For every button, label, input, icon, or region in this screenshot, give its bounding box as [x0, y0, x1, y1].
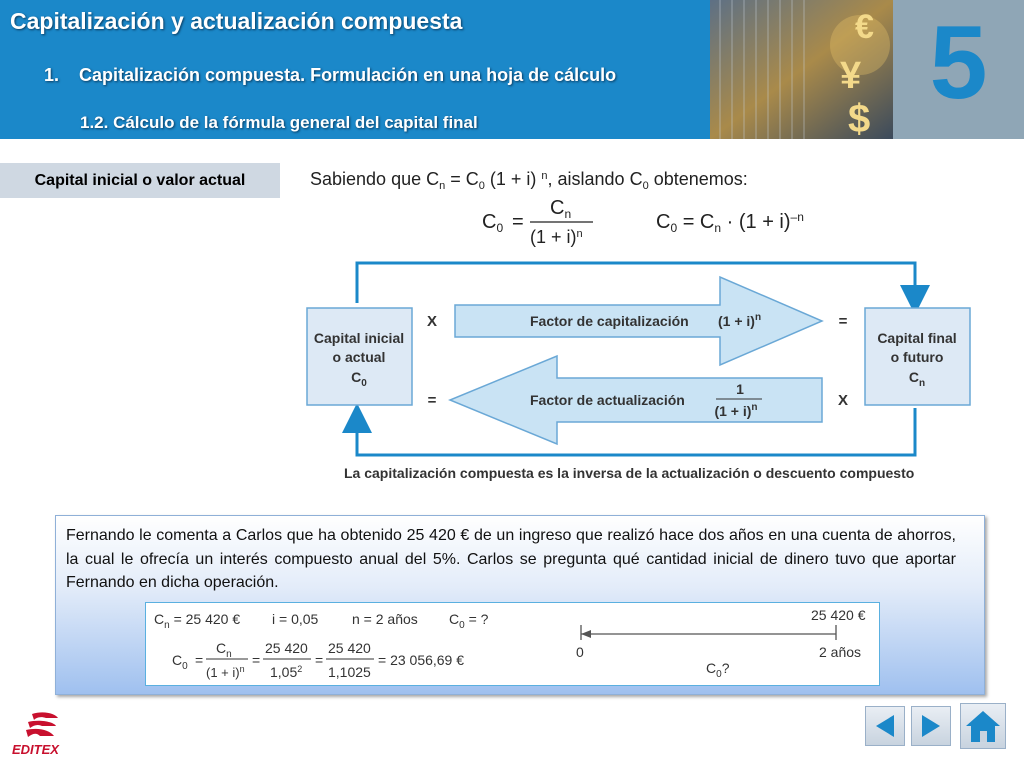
given-cn: $C_n = 25$ 420 € [154, 611, 241, 631]
next-button[interactable] [911, 706, 951, 746]
svg-text:Capital inicial: Capital inicial [313, 330, 405, 346]
svg-text:(1 + i)n: $(1 + i)^n$ [714, 402, 758, 419]
example-panel [55, 515, 985, 695]
svg-text:Cn: $C_n$ [216, 640, 232, 660]
euro-symbol: € [855, 8, 874, 46]
capitalization-label: Factor de capitalización [530, 313, 689, 329]
svg-text:=: = [512, 211, 524, 233]
operator-eq-right: = [838, 313, 848, 330]
calc-fraction-2 [263, 640, 311, 680]
calc-fraction-3 [326, 640, 374, 680]
svg-text:=: = [252, 652, 261, 668]
timeline-amount: 25 420 € [811, 607, 866, 623]
page-title: Capitalización y actualización compuesta [10, 8, 463, 34]
timeline-unknown: $C_0$? [706, 660, 730, 680]
prev-button[interactable] [865, 706, 905, 746]
formula-intro: Sabiendo que $C_n = C_0$ (1 + i) $^n$, aislando $C_0$ obtenemos: [310, 169, 748, 192]
section-heading [44, 65, 616, 86]
capitalization-factor: $(1 + i)^n$ [718, 312, 762, 329]
next-arrow-icon [912, 707, 950, 745]
svg-text:1: 1 [736, 381, 744, 397]
example-solution [145, 602, 880, 686]
svg-text:o actual: o actual [332, 349, 386, 365]
svg-text:C0: $C_0$ [482, 211, 504, 235]
svg-text:=: = [195, 652, 204, 668]
actualization-label: Factor de actualización [530, 392, 685, 408]
prev-arrow-icon [866, 707, 904, 745]
home-icon [961, 704, 1005, 748]
yen-symbol: ¥ [840, 55, 862, 97]
svg-text:25 420: 25 420 [265, 640, 308, 656]
timeline-end: 2 años [819, 644, 862, 660]
frame-top-line [357, 263, 915, 303]
svg-text:25 420: 25 420 [328, 640, 371, 656]
diagram-caption: La capitalización compuesta es la inversa de la actualización o descuento compuesto [344, 465, 915, 481]
currency-photo [710, 0, 893, 139]
unit-number: 5 [929, 5, 988, 121]
svg-text:(1 + i)n: $(1 + i)^n$ [206, 664, 245, 680]
svg-text:1,052: 1,05$^2$ [270, 664, 303, 680]
given-i: i = 0,05 [272, 611, 319, 627]
calc-c0: $C_0$ [172, 652, 188, 672]
formula-product: $C_0 = C_n \cdot (1 + i)^{-n}$ [656, 210, 804, 235]
section-label: Capital inicial o valor actual [0, 163, 280, 198]
svg-text:1,1025: 1,1025 [328, 664, 371, 680]
svg-text:EDITEX: EDITEX [12, 742, 59, 757]
given-n: n = 2 años [352, 611, 418, 627]
example-solution-drawing [146, 603, 879, 685]
section-number: 1. [44, 65, 60, 85]
svg-text:Cn: $C_n$ [550, 197, 572, 221]
operator-x-left: X [426, 313, 438, 330]
subsection-heading: 1.2. Cálculo de la fórmula general del capital final [80, 113, 478, 132]
dollar-symbol: $ [848, 97, 871, 139]
operator-eq-left: = [427, 392, 437, 409]
calc-fraction-1 [206, 640, 248, 680]
formula-fraction [482, 197, 593, 247]
operator-x-right: X [837, 392, 849, 409]
calc-result: = 23 056,69 € [378, 652, 465, 668]
svg-text:Cn: $C_n$ [908, 369, 926, 389]
svg-text:(1 + i)n: $(1 + i)^n$ [530, 227, 583, 247]
given-c0: $C_0$ = ? [449, 611, 489, 631]
example-text: Fernando le comenta a Carlos que ha obtenido 25 420 € de un ingreso que realizó hace dos años en una cuenta de ahorros, la cual le ofrecía un interés compuesto anual del 5%. Carlos se pregunta qué cantidad inicial de dinero tuvo que aportar Fernando en dicha operación. [66, 527, 956, 591]
svg-text:o futuro: o futuro [890, 349, 944, 365]
timeline-start: 0 [576, 644, 584, 660]
section-title: Capitalización compuesta. Formulación en una hoja de cálculo [79, 65, 617, 85]
capitalization-diagram [300, 160, 990, 490]
svg-text:C0: $C_0$ [351, 369, 367, 389]
svg-text:Capital final: Capital final [877, 330, 957, 346]
svg-text:=: = [315, 652, 324, 668]
editex-logo [10, 710, 80, 760]
home-button[interactable] [960, 703, 1006, 749]
